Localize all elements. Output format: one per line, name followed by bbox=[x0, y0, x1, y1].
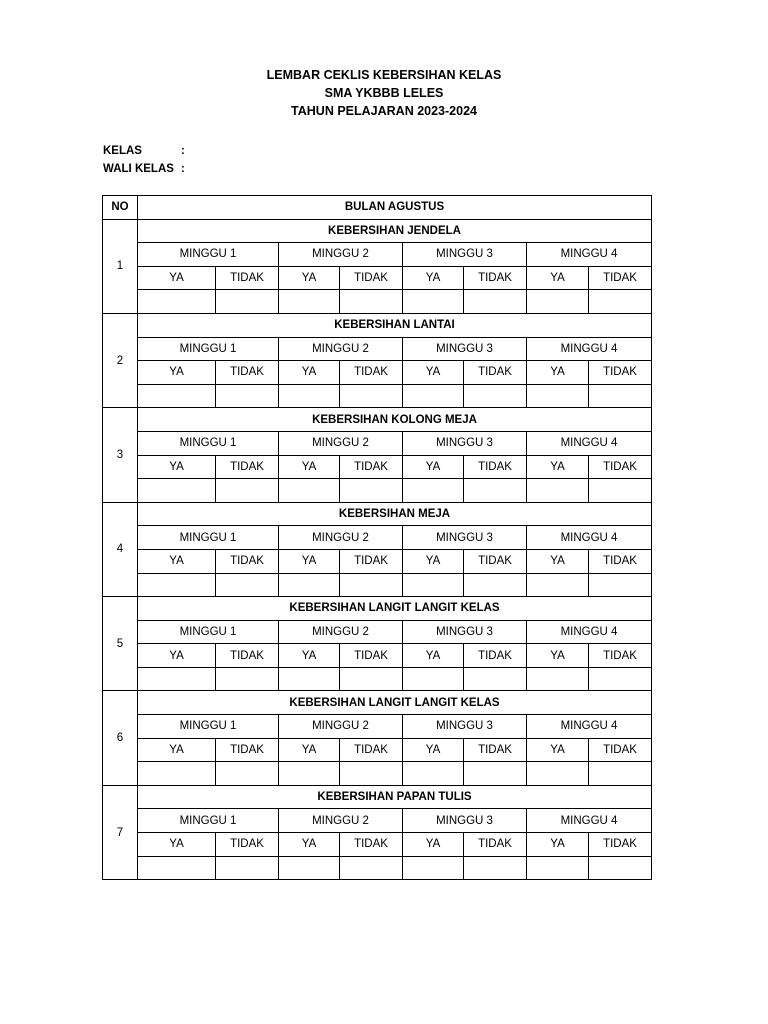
title-line-2: SMA YKBBB LELES bbox=[324, 86, 444, 100]
ya-check-cell bbox=[138, 856, 216, 880]
item-name: KEBERSIHAN JENDELA bbox=[138, 219, 652, 243]
ya-check-cell bbox=[527, 762, 589, 786]
ya-check-cell bbox=[279, 667, 340, 691]
tidak-label: TIDAK bbox=[340, 266, 403, 290]
ya-label: YA bbox=[403, 738, 464, 762]
ya-check-cell bbox=[279, 479, 340, 503]
month-header: BULAN AGUSTUS bbox=[138, 196, 652, 220]
tidak-check-cell bbox=[216, 290, 279, 314]
week-header: MINGGU 1 bbox=[138, 620, 279, 644]
tidak-label: TIDAK bbox=[589, 455, 652, 479]
week-header: MINGGU 3 bbox=[403, 526, 527, 550]
tidak-check-cell bbox=[216, 762, 279, 786]
ya-label: YA bbox=[403, 266, 464, 290]
week-header: MINGGU 4 bbox=[527, 526, 652, 550]
ya-check-cell bbox=[527, 856, 589, 880]
item-number: 6 bbox=[103, 691, 138, 785]
ya-label: YA bbox=[279, 549, 340, 573]
answer-label-row bbox=[103, 644, 652, 668]
check-row bbox=[103, 667, 652, 691]
ya-check-cell bbox=[138, 667, 216, 691]
week-header: MINGGU 2 bbox=[279, 243, 403, 267]
tidak-label: TIDAK bbox=[340, 361, 403, 385]
week-header: MINGGU 2 bbox=[279, 431, 403, 455]
week-row bbox=[103, 243, 652, 267]
tidak-label: TIDAK bbox=[589, 738, 652, 762]
tidak-label: TIDAK bbox=[340, 644, 403, 668]
week-header: MINGGU 1 bbox=[138, 526, 279, 550]
ya-label: YA bbox=[138, 361, 216, 385]
tidak-label: TIDAK bbox=[340, 549, 403, 573]
item-name-row bbox=[103, 691, 652, 715]
tidak-check-cell bbox=[589, 479, 652, 503]
tidak-check-cell bbox=[340, 384, 403, 408]
week-header: MINGGU 4 bbox=[527, 431, 652, 455]
week-header: MINGGU 1 bbox=[138, 431, 279, 455]
tidak-check-cell bbox=[464, 384, 527, 408]
week-header: MINGGU 3 bbox=[403, 715, 527, 739]
kelas-colon: : bbox=[181, 145, 185, 157]
week-header: MINGGU 2 bbox=[279, 620, 403, 644]
answer-label-row bbox=[103, 361, 652, 385]
item-name: KEBERSIHAN LANTAI bbox=[138, 313, 652, 337]
tidak-check-cell bbox=[464, 290, 527, 314]
ya-check-cell bbox=[527, 573, 589, 597]
item-number: 1 bbox=[103, 219, 138, 313]
ya-check-cell bbox=[527, 667, 589, 691]
ya-check-cell bbox=[403, 290, 464, 314]
ya-check-cell bbox=[403, 384, 464, 408]
week-row bbox=[103, 809, 652, 833]
item-name: KEBERSIHAN LANGIT LANGIT KELAS bbox=[138, 597, 652, 621]
ya-label: YA bbox=[279, 833, 340, 857]
tidak-check-cell bbox=[216, 856, 279, 880]
kelas-row bbox=[103, 142, 185, 160]
wali-kelas-label: WALI KELAS bbox=[103, 163, 174, 175]
tidak-check-cell bbox=[589, 573, 652, 597]
tidak-label: TIDAK bbox=[464, 266, 527, 290]
week-header: MINGGU 1 bbox=[138, 715, 279, 739]
ya-check-cell bbox=[403, 667, 464, 691]
ya-check-cell bbox=[279, 762, 340, 786]
week-header: MINGGU 3 bbox=[403, 243, 527, 267]
week-row bbox=[103, 620, 652, 644]
tidak-label: TIDAK bbox=[216, 738, 279, 762]
tidak-label: TIDAK bbox=[464, 644, 527, 668]
ya-check-cell bbox=[527, 479, 589, 503]
item-name-row bbox=[103, 219, 652, 243]
ya-label: YA bbox=[138, 738, 216, 762]
tidak-check-cell bbox=[340, 290, 403, 314]
ya-check-cell bbox=[279, 384, 340, 408]
document-title bbox=[0, 66, 768, 120]
ya-label: YA bbox=[527, 266, 589, 290]
tidak-check-cell bbox=[340, 573, 403, 597]
tidak-check-cell bbox=[216, 573, 279, 597]
tidak-label: TIDAK bbox=[464, 549, 527, 573]
kelas-label: KELAS bbox=[103, 145, 142, 157]
answer-label-row bbox=[103, 266, 652, 290]
ya-label: YA bbox=[138, 549, 216, 573]
ya-label: YA bbox=[403, 361, 464, 385]
ya-label: YA bbox=[138, 644, 216, 668]
checklist-table bbox=[102, 195, 652, 880]
check-row bbox=[103, 762, 652, 786]
week-header: MINGGU 4 bbox=[527, 620, 652, 644]
tidak-label: TIDAK bbox=[589, 266, 652, 290]
check-row bbox=[103, 384, 652, 408]
week-row bbox=[103, 715, 652, 739]
tidak-label: TIDAK bbox=[216, 644, 279, 668]
wali-kelas-row bbox=[103, 160, 185, 178]
tidak-check-cell bbox=[340, 856, 403, 880]
ya-label: YA bbox=[527, 549, 589, 573]
item-number: 4 bbox=[103, 502, 138, 596]
ya-check-cell bbox=[138, 290, 216, 314]
ya-label: YA bbox=[279, 361, 340, 385]
tidak-label: TIDAK bbox=[216, 833, 279, 857]
ya-check-cell bbox=[403, 856, 464, 880]
ya-check-cell bbox=[138, 479, 216, 503]
tidak-label: TIDAK bbox=[464, 361, 527, 385]
tidak-check-cell bbox=[589, 290, 652, 314]
tidak-label: TIDAK bbox=[216, 549, 279, 573]
item-number: 2 bbox=[103, 313, 138, 407]
tidak-label: TIDAK bbox=[589, 833, 652, 857]
item-name-row bbox=[103, 597, 652, 621]
answer-label-row bbox=[103, 549, 652, 573]
ya-label: YA bbox=[527, 361, 589, 385]
ya-label: YA bbox=[279, 738, 340, 762]
week-header: MINGGU 3 bbox=[403, 337, 527, 361]
week-header: MINGGU 1 bbox=[138, 337, 279, 361]
tidak-check-cell bbox=[340, 479, 403, 503]
ya-check-cell bbox=[403, 762, 464, 786]
ya-label: YA bbox=[403, 455, 464, 479]
ya-label: YA bbox=[527, 833, 589, 857]
tidak-check-cell bbox=[589, 762, 652, 786]
tidak-check-cell bbox=[216, 384, 279, 408]
tidak-check-cell bbox=[589, 384, 652, 408]
tidak-check-cell bbox=[464, 856, 527, 880]
ya-label: YA bbox=[138, 455, 216, 479]
week-header: MINGGU 1 bbox=[138, 809, 279, 833]
ya-check-cell bbox=[403, 573, 464, 597]
ya-check-cell bbox=[527, 384, 589, 408]
ya-label: YA bbox=[403, 549, 464, 573]
item-name: KEBERSIHAN KOLONG MEJA bbox=[138, 408, 652, 432]
tidak-check-cell bbox=[464, 762, 527, 786]
tidak-label: TIDAK bbox=[589, 644, 652, 668]
check-row bbox=[103, 856, 652, 880]
week-header: MINGGU 4 bbox=[527, 715, 652, 739]
week-header: MINGGU 4 bbox=[527, 243, 652, 267]
item-name-row bbox=[103, 785, 652, 809]
ya-label: YA bbox=[527, 738, 589, 762]
item-name-row bbox=[103, 408, 652, 432]
ya-check-cell bbox=[279, 290, 340, 314]
week-header: MINGGU 2 bbox=[279, 337, 403, 361]
answer-label-row bbox=[103, 455, 652, 479]
header-row bbox=[103, 196, 652, 220]
tidak-label: TIDAK bbox=[216, 455, 279, 479]
ya-check-cell bbox=[279, 856, 340, 880]
tidak-label: TIDAK bbox=[340, 738, 403, 762]
tidak-label: TIDAK bbox=[589, 549, 652, 573]
ya-check-cell bbox=[527, 290, 589, 314]
tidak-check-cell bbox=[216, 667, 279, 691]
tidak-check-cell bbox=[464, 479, 527, 503]
ya-label: YA bbox=[279, 644, 340, 668]
item-name: KEBERSIHAN LANGIT LANGIT KELAS bbox=[138, 691, 652, 715]
tidak-label: TIDAK bbox=[464, 738, 527, 762]
ya-check-cell bbox=[138, 384, 216, 408]
no-header: NO bbox=[103, 196, 138, 220]
tidak-check-cell bbox=[216, 479, 279, 503]
wali-kelas-colon: : bbox=[181, 163, 185, 175]
ya-label: YA bbox=[138, 833, 216, 857]
ya-check-cell bbox=[279, 573, 340, 597]
item-number: 5 bbox=[103, 597, 138, 691]
tidak-label: TIDAK bbox=[340, 833, 403, 857]
week-header: MINGGU 2 bbox=[279, 809, 403, 833]
ya-label: YA bbox=[138, 266, 216, 290]
week-row bbox=[103, 337, 652, 361]
item-number: 7 bbox=[103, 785, 138, 879]
ya-check-cell bbox=[138, 762, 216, 786]
title-line-1: LEMBAR CEKLIS KEBERSIHAN KELAS bbox=[266, 68, 502, 82]
tidak-check-cell bbox=[340, 762, 403, 786]
ya-label: YA bbox=[403, 644, 464, 668]
tidak-label: TIDAK bbox=[216, 266, 279, 290]
week-header: MINGGU 3 bbox=[403, 809, 527, 833]
class-info bbox=[103, 142, 185, 178]
check-row bbox=[103, 479, 652, 503]
tidak-check-cell bbox=[464, 667, 527, 691]
week-header: MINGGU 4 bbox=[527, 337, 652, 361]
item-name: KEBERSIHAN MEJA bbox=[138, 502, 652, 526]
week-header: MINGGU 2 bbox=[279, 715, 403, 739]
tidak-check-cell bbox=[340, 667, 403, 691]
week-row bbox=[103, 526, 652, 550]
answer-label-row bbox=[103, 833, 652, 857]
ya-label: YA bbox=[403, 833, 464, 857]
tidak-label: TIDAK bbox=[464, 833, 527, 857]
item-name-row bbox=[103, 502, 652, 526]
ya-label: YA bbox=[527, 644, 589, 668]
tidak-check-cell bbox=[589, 667, 652, 691]
week-header: MINGGU 3 bbox=[403, 620, 527, 644]
ya-label: YA bbox=[279, 455, 340, 479]
item-name-row bbox=[103, 313, 652, 337]
tidak-label: TIDAK bbox=[589, 361, 652, 385]
item-name: KEBERSIHAN PAPAN TULIS bbox=[138, 785, 652, 809]
week-header: MINGGU 3 bbox=[403, 431, 527, 455]
tidak-check-cell bbox=[464, 573, 527, 597]
ya-label: YA bbox=[527, 455, 589, 479]
week-header: MINGGU 2 bbox=[279, 526, 403, 550]
ya-check-cell bbox=[403, 479, 464, 503]
item-number: 3 bbox=[103, 408, 138, 502]
ya-label: YA bbox=[279, 266, 340, 290]
tidak-label: TIDAK bbox=[340, 455, 403, 479]
tidak-label: TIDAK bbox=[464, 455, 527, 479]
answer-label-row bbox=[103, 738, 652, 762]
tidak-check-cell bbox=[589, 856, 652, 880]
title-line-3: TAHUN PELAJARAN 2023-2024 bbox=[291, 104, 477, 118]
ya-check-cell bbox=[138, 573, 216, 597]
tidak-label: TIDAK bbox=[216, 361, 279, 385]
week-header: MINGGU 1 bbox=[138, 243, 279, 267]
week-row bbox=[103, 431, 652, 455]
check-row bbox=[103, 573, 652, 597]
week-header: MINGGU 4 bbox=[527, 809, 652, 833]
check-row bbox=[103, 290, 652, 314]
